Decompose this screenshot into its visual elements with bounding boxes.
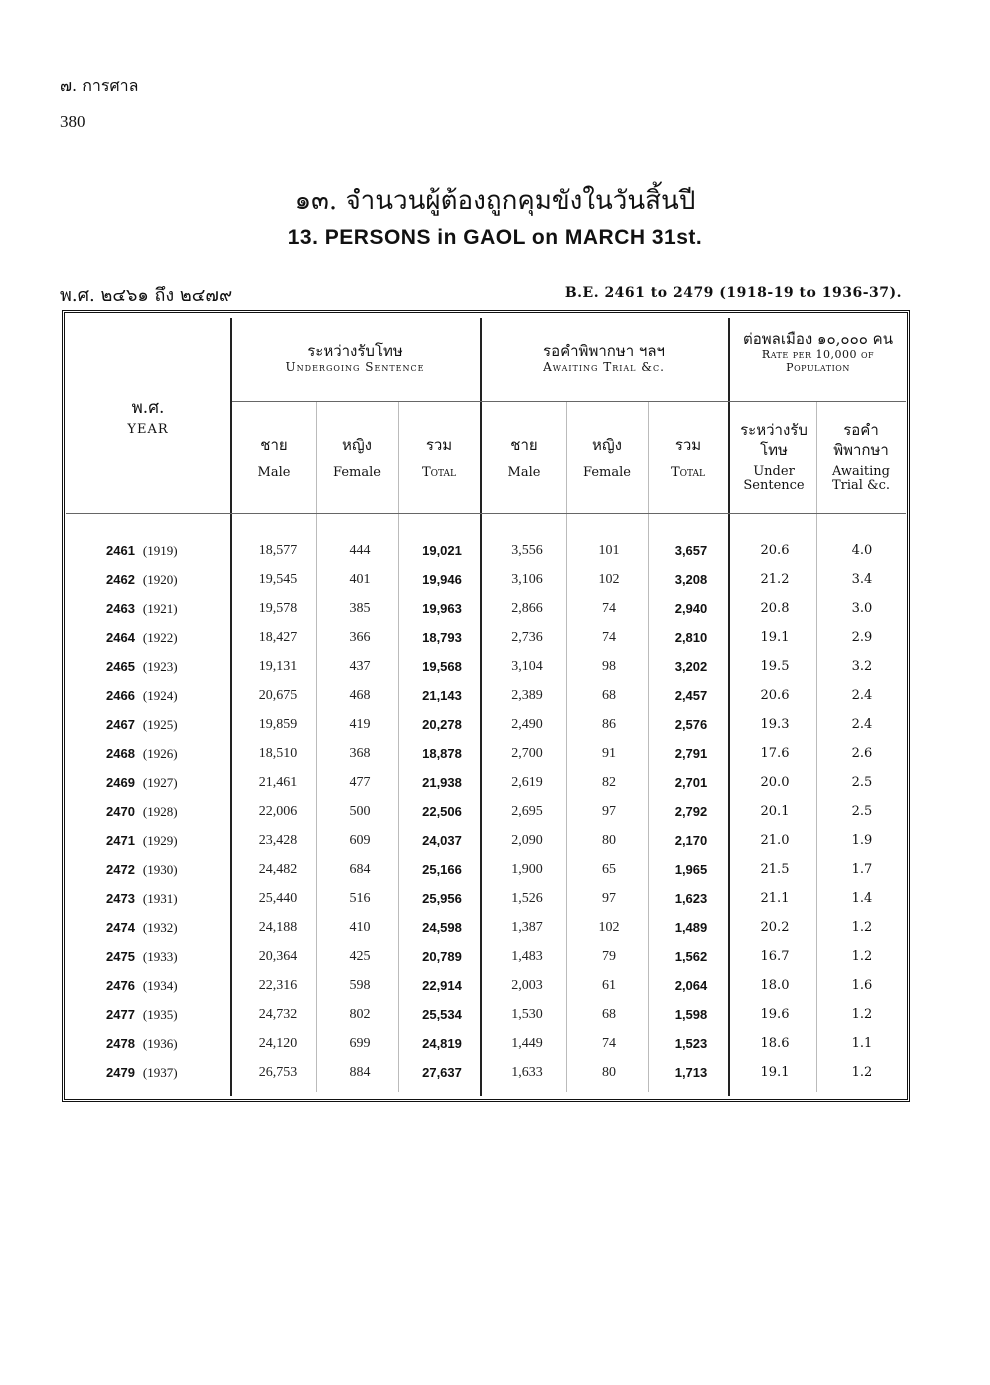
total-cell: 24,819 bbox=[422, 1036, 462, 1051]
rate-await-cell: 4.0 bbox=[851, 543, 873, 558]
subheader-male bbox=[232, 436, 316, 481]
year-cell bbox=[106, 949, 206, 965]
amale-cell: 2,700 bbox=[511, 746, 543, 761]
amale-cell: 3,104 bbox=[511, 659, 543, 674]
gregorian-year: (1931) bbox=[142, 891, 178, 906]
group-rate-thai: ต่อพลเมือง ๑๐,๐๐๐ คน bbox=[743, 330, 893, 348]
table-row bbox=[66, 775, 906, 804]
atotal-cell: 2,701 bbox=[674, 775, 708, 790]
gregorian-year: (1921) bbox=[142, 601, 178, 616]
male-cell: 18,427 bbox=[258, 630, 298, 645]
subheader-male-thai: ชาย bbox=[260, 436, 288, 454]
total-cell: 24,037 bbox=[422, 833, 462, 848]
atotal-cell: 3,202 bbox=[674, 659, 708, 674]
female-cell: 598 bbox=[349, 978, 371, 993]
year-cell bbox=[106, 1036, 206, 1052]
female-cell: 425 bbox=[349, 949, 371, 964]
female-cell: 401 bbox=[349, 572, 371, 587]
gregorian-year: (1933) bbox=[142, 949, 178, 964]
buddhist-year: 2464 bbox=[106, 630, 135, 645]
male-cell: 24,188 bbox=[258, 920, 298, 935]
group-undergoing-english: Undergoing Sentence bbox=[285, 360, 425, 374]
afemale-cell: 74 bbox=[602, 601, 616, 616]
atotal-cell: 2,792 bbox=[674, 804, 708, 819]
amale-cell: 1,483 bbox=[511, 949, 543, 964]
male-cell: 20,364 bbox=[258, 949, 298, 964]
buddhist-year: 2461 bbox=[106, 543, 135, 558]
buddhist-year: 2463 bbox=[106, 601, 135, 616]
gregorian-year: (1926) bbox=[142, 746, 178, 761]
afemale-cell: 97 bbox=[602, 891, 616, 906]
total-cell: 19,946 bbox=[422, 572, 462, 587]
gregorian-year: (1930) bbox=[142, 862, 178, 877]
buddhist-year: 2462 bbox=[106, 572, 135, 587]
total-cell: 19,021 bbox=[422, 543, 462, 558]
female-cell: 609 bbox=[349, 833, 371, 848]
subheader-female bbox=[316, 436, 398, 481]
buddhist-year: 2479 bbox=[106, 1065, 135, 1080]
buddhist-year: 2477 bbox=[106, 1007, 135, 1022]
rate-await-cell: 2.4 bbox=[851, 688, 873, 703]
year-cell bbox=[106, 630, 206, 646]
amale-cell: 1,530 bbox=[511, 1007, 543, 1022]
afemale-cell: 101 bbox=[598, 543, 620, 558]
year-cell bbox=[106, 978, 206, 994]
male-cell: 24,732 bbox=[258, 1007, 298, 1022]
buddhist-year: 2475 bbox=[106, 949, 135, 964]
afemale-cell: 68 bbox=[602, 1007, 616, 1022]
subheader-total-english: Total bbox=[421, 464, 457, 480]
table-row bbox=[66, 572, 906, 601]
year-cell bbox=[106, 920, 206, 936]
amale-cell: 2,090 bbox=[511, 833, 543, 848]
male-cell: 19,859 bbox=[258, 717, 298, 732]
group-awaiting-thai: รอคำพิพากษา ฯลฯ bbox=[543, 342, 665, 360]
rate-under-cell: 20.0 bbox=[760, 775, 790, 790]
rate-await-cell: 2.5 bbox=[851, 804, 873, 819]
rate-under-cell: 21.2 bbox=[760, 572, 790, 587]
total-cell: 18,878 bbox=[422, 746, 462, 761]
year-cell bbox=[106, 717, 206, 733]
subheader-rate-await-english: Awaiting Trial &c. bbox=[831, 463, 891, 494]
atotal-cell: 1,713 bbox=[674, 1065, 708, 1080]
atotal-cell: 3,208 bbox=[674, 572, 708, 587]
rate-await-cell: 1.9 bbox=[851, 833, 873, 848]
subheader-male-english: Male bbox=[257, 464, 291, 480]
male-cell: 18,577 bbox=[258, 543, 298, 558]
atotal-cell: 1,562 bbox=[674, 949, 708, 964]
rate-await-cell: 1.2 bbox=[851, 1007, 873, 1022]
female-cell: 366 bbox=[349, 630, 371, 645]
gregorian-year: (1936) bbox=[142, 1036, 178, 1051]
amale-cell: 2,736 bbox=[511, 630, 543, 645]
total-cell: 21,938 bbox=[422, 775, 462, 790]
afemale-cell: 61 bbox=[602, 978, 616, 993]
rate-under-cell: 21.0 bbox=[760, 833, 790, 848]
subheader-awaiting-male-english: Male bbox=[507, 464, 541, 480]
female-cell: 444 bbox=[349, 543, 371, 558]
table-row bbox=[66, 543, 906, 572]
rate-under-cell: 18.6 bbox=[760, 1036, 790, 1051]
subheader-rate-under bbox=[732, 420, 816, 494]
page-number: 380 bbox=[60, 112, 86, 131]
rate-under-cell: 19.6 bbox=[760, 1007, 790, 1022]
afemale-cell: 91 bbox=[602, 746, 616, 761]
rate-under-cell: 19.5 bbox=[760, 659, 790, 674]
amale-cell: 1,633 bbox=[511, 1065, 543, 1080]
table-row bbox=[66, 1007, 906, 1036]
male-cell: 24,482 bbox=[258, 862, 298, 877]
subheader-awaiting-total bbox=[648, 436, 728, 481]
buddhist-year: 2478 bbox=[106, 1036, 135, 1051]
table-row bbox=[66, 833, 906, 862]
year-cell bbox=[106, 891, 206, 907]
amale-cell: 3,556 bbox=[511, 543, 543, 558]
rate-await-cell: 1.6 bbox=[851, 978, 873, 993]
gregorian-year: (1922) bbox=[142, 630, 178, 645]
header-rule bbox=[66, 513, 906, 514]
subheader-awaiting-male bbox=[482, 436, 566, 481]
male-cell: 21,461 bbox=[258, 775, 298, 790]
year-cell bbox=[106, 804, 206, 820]
year-cell bbox=[106, 659, 206, 675]
atotal-cell: 2,064 bbox=[674, 978, 708, 993]
buddhist-year: 2467 bbox=[106, 717, 135, 732]
total-cell: 24,598 bbox=[422, 920, 462, 935]
table-row bbox=[66, 804, 906, 833]
amale-cell: 2,695 bbox=[511, 804, 543, 819]
amale-cell: 2,619 bbox=[511, 775, 543, 790]
table-row bbox=[66, 659, 906, 688]
table-row bbox=[66, 688, 906, 717]
total-cell: 27,637 bbox=[422, 1065, 462, 1080]
buddhist-year: 2470 bbox=[106, 804, 135, 819]
rate-under-cell: 19.1 bbox=[760, 1065, 790, 1080]
header-rule bbox=[232, 401, 906, 402]
afemale-cell: 79 bbox=[602, 949, 616, 964]
male-cell: 19,545 bbox=[258, 572, 298, 587]
group-undergoing-thai: ระหว่างรับโทษ bbox=[307, 342, 403, 360]
group-awaiting-header bbox=[482, 342, 726, 374]
total-cell: 22,914 bbox=[422, 978, 462, 993]
subheader-rate-under-thai: ระหว่างรับ โทษ bbox=[740, 421, 808, 460]
amale-cell: 2,389 bbox=[511, 688, 543, 703]
subheader-female-thai: หญิง bbox=[342, 436, 372, 454]
rate-await-cell: 2.4 bbox=[851, 717, 873, 732]
female-cell: 419 bbox=[349, 717, 371, 732]
year-cell bbox=[106, 572, 206, 588]
total-cell: 19,568 bbox=[422, 659, 462, 674]
gregorian-year: (1929) bbox=[142, 833, 178, 848]
subheader-female-english: Female bbox=[333, 464, 381, 480]
atotal-cell: 1,598 bbox=[674, 1007, 708, 1022]
rate-under-cell: 20.6 bbox=[760, 543, 790, 558]
total-cell: 18,793 bbox=[422, 630, 462, 645]
female-cell: 368 bbox=[349, 746, 371, 761]
buddhist-year: 2465 bbox=[106, 659, 135, 674]
gregorian-year: (1924) bbox=[142, 688, 178, 703]
afemale-cell: 65 bbox=[602, 862, 616, 877]
rate-under-cell: 19.3 bbox=[760, 717, 790, 732]
year-cell bbox=[106, 862, 206, 878]
period-english: B.E. 2461 to 2479 (1918-19 to 1936-37). bbox=[564, 285, 902, 301]
atotal-cell: 2,576 bbox=[674, 717, 708, 732]
rate-under-cell: 20.1 bbox=[760, 804, 790, 819]
group-awaiting-english: Awaiting Trial &c. bbox=[543, 360, 665, 374]
rate-under-cell: 18.0 bbox=[760, 978, 790, 993]
amale-cell: 1,900 bbox=[511, 862, 543, 877]
total-cell: 19,963 bbox=[422, 601, 462, 616]
year-header-thai: พ.ศ. bbox=[131, 398, 165, 418]
total-cell: 22,506 bbox=[422, 804, 462, 819]
male-cell: 20,675 bbox=[258, 688, 298, 703]
gregorian-year: (1925) bbox=[142, 717, 178, 732]
amale-cell: 2,490 bbox=[511, 717, 543, 732]
atotal-cell: 1,623 bbox=[674, 891, 708, 906]
table-row bbox=[66, 746, 906, 775]
subheader-rate-under-english: Under Sentence bbox=[743, 463, 805, 494]
gregorian-year: (1937) bbox=[142, 1065, 178, 1080]
gregorian-year: (1923) bbox=[142, 659, 178, 674]
buddhist-year: 2469 bbox=[106, 775, 135, 790]
gregorian-year: (1920) bbox=[142, 572, 178, 587]
group-rate-english: Rate per 10,000 of Population bbox=[761, 348, 875, 375]
female-cell: 802 bbox=[349, 1007, 371, 1022]
buddhist-year: 2466 bbox=[106, 688, 135, 703]
rate-await-cell: 2.9 bbox=[851, 630, 873, 645]
rate-under-cell: 19.1 bbox=[760, 630, 790, 645]
afemale-cell: 74 bbox=[602, 1036, 616, 1051]
male-cell: 25,440 bbox=[258, 891, 298, 906]
year-cell bbox=[106, 688, 206, 704]
female-cell: 385 bbox=[349, 601, 371, 616]
afemale-cell: 80 bbox=[602, 833, 616, 848]
subheader-awaiting-total-thai: รวม bbox=[674, 436, 702, 454]
male-cell: 18,510 bbox=[258, 746, 298, 761]
atotal-cell: 2,457 bbox=[674, 688, 708, 703]
female-cell: 410 bbox=[349, 920, 371, 935]
year-header bbox=[68, 398, 228, 438]
male-cell: 24,120 bbox=[258, 1036, 298, 1051]
year-cell bbox=[106, 1065, 206, 1081]
afemale-cell: 68 bbox=[602, 688, 616, 703]
gregorian-year: (1919) bbox=[142, 543, 178, 558]
female-cell: 684 bbox=[349, 862, 371, 877]
female-cell: 884 bbox=[349, 1065, 371, 1080]
afemale-cell: 97 bbox=[602, 804, 616, 819]
buddhist-year: 2474 bbox=[106, 920, 135, 935]
section-label: ๗. การศาล bbox=[60, 76, 139, 95]
rate-under-cell: 20.6 bbox=[760, 688, 790, 703]
afemale-cell: 102 bbox=[598, 920, 620, 935]
rate-await-cell: 1.2 bbox=[851, 920, 873, 935]
female-cell: 437 bbox=[349, 659, 371, 674]
subheader-awaiting-total-english: Total bbox=[670, 464, 706, 480]
total-cell: 20,789 bbox=[422, 949, 462, 964]
year-header-english: YEAR bbox=[127, 422, 169, 438]
rate-await-cell: 3.2 bbox=[851, 659, 873, 674]
period-thai: พ.ศ. ๒๔๖๑ ถึง ๒๔๗๙ bbox=[60, 285, 233, 306]
female-cell: 500 bbox=[349, 804, 371, 819]
atotal-cell: 2,170 bbox=[674, 833, 708, 848]
amale-cell: 2,003 bbox=[511, 978, 543, 993]
subheader-awaiting-female-thai: หญิง bbox=[592, 436, 622, 454]
group-undergoing-header bbox=[232, 342, 478, 374]
table-row bbox=[66, 601, 906, 630]
amale-cell: 3,106 bbox=[511, 572, 543, 587]
table-row bbox=[66, 920, 906, 949]
buddhist-year: 2476 bbox=[106, 978, 135, 993]
rate-await-cell: 2.6 bbox=[851, 746, 873, 761]
buddhist-year: 2468 bbox=[106, 746, 135, 761]
table-row bbox=[66, 862, 906, 891]
group-rate-header bbox=[730, 330, 906, 374]
atotal-cell: 1,965 bbox=[674, 862, 708, 877]
table-row bbox=[66, 978, 906, 1007]
total-cell: 25,166 bbox=[422, 862, 462, 877]
atotal-cell: 2,791 bbox=[674, 746, 708, 761]
page-title-english: 13. PERSONS in GAOL on MARCH 31st. bbox=[287, 226, 703, 249]
buddhist-year: 2472 bbox=[106, 862, 135, 877]
total-cell: 21,143 bbox=[422, 688, 462, 703]
amale-cell: 2,866 bbox=[511, 601, 543, 616]
subheader-rate-await-thai: รอคำ พิพากษา bbox=[833, 421, 889, 460]
table-row bbox=[66, 717, 906, 746]
male-cell: 23,428 bbox=[258, 833, 298, 848]
rate-await-cell: 3.4 bbox=[851, 572, 873, 587]
afemale-cell: 98 bbox=[602, 659, 616, 674]
year-cell bbox=[106, 543, 206, 559]
male-cell: 26,753 bbox=[258, 1065, 298, 1080]
rate-await-cell: 2.5 bbox=[851, 775, 873, 790]
subheader-total bbox=[398, 436, 480, 481]
amale-cell: 1,449 bbox=[511, 1036, 543, 1051]
table-row bbox=[66, 630, 906, 659]
gregorian-year: (1928) bbox=[142, 804, 178, 819]
total-cell: 20,278 bbox=[422, 717, 462, 732]
atotal-cell: 3,657 bbox=[674, 543, 708, 558]
total-cell: 25,534 bbox=[422, 1007, 462, 1022]
atotal-cell: 1,523 bbox=[674, 1036, 708, 1051]
year-cell bbox=[106, 1007, 206, 1023]
afemale-cell: 102 bbox=[598, 572, 620, 587]
table-row bbox=[66, 891, 906, 920]
rate-await-cell: 1.2 bbox=[851, 949, 873, 964]
rate-await-cell: 3.0 bbox=[851, 601, 873, 616]
subheader-awaiting-male-thai: ชาย bbox=[510, 436, 538, 454]
male-cell: 19,578 bbox=[258, 601, 298, 616]
gregorian-year: (1932) bbox=[142, 920, 178, 935]
afemale-cell: 82 bbox=[602, 775, 616, 790]
atotal-cell: 2,940 bbox=[674, 601, 708, 616]
gregorian-year: (1935) bbox=[142, 1007, 178, 1022]
afemale-cell: 80 bbox=[602, 1065, 616, 1080]
afemale-cell: 74 bbox=[602, 630, 616, 645]
female-cell: 477 bbox=[349, 775, 371, 790]
rate-under-cell: 17.6 bbox=[760, 746, 790, 761]
rate-await-cell: 1.4 bbox=[851, 891, 873, 906]
table-row bbox=[66, 1036, 906, 1065]
rate-under-cell: 21.1 bbox=[760, 891, 790, 906]
afemale-cell: 86 bbox=[602, 717, 616, 732]
female-cell: 468 bbox=[349, 688, 371, 703]
page-title-thai: ๑๓. จำนวนผู้ต้องถูกคุมขังในวันสิ้นปี bbox=[294, 186, 696, 216]
rate-under-cell: 20.8 bbox=[760, 601, 790, 616]
rate-under-cell: 16.7 bbox=[760, 949, 790, 964]
buddhist-year: 2471 bbox=[106, 833, 135, 848]
male-cell: 22,316 bbox=[258, 978, 298, 993]
female-cell: 516 bbox=[349, 891, 371, 906]
atotal-cell: 2,810 bbox=[674, 630, 708, 645]
amale-cell: 1,387 bbox=[511, 920, 543, 935]
year-cell bbox=[106, 833, 206, 849]
year-cell bbox=[106, 775, 206, 791]
rate-await-cell: 1.7 bbox=[851, 862, 873, 877]
amale-cell: 1,526 bbox=[511, 891, 543, 906]
rate-under-cell: 21.5 bbox=[760, 862, 790, 877]
gregorian-year: (1927) bbox=[142, 775, 178, 790]
male-cell: 19,131 bbox=[258, 659, 298, 674]
table-row bbox=[66, 1065, 906, 1094]
female-cell: 699 bbox=[349, 1036, 371, 1051]
gregorian-year: (1934) bbox=[142, 978, 178, 993]
buddhist-year: 2473 bbox=[106, 891, 135, 906]
table-row bbox=[66, 949, 906, 978]
year-cell bbox=[106, 746, 206, 762]
year-cell bbox=[106, 601, 206, 617]
total-cell: 25,956 bbox=[422, 891, 462, 906]
subheader-rate-await bbox=[818, 420, 904, 494]
rate-under-cell: 20.2 bbox=[760, 920, 790, 935]
subheader-total-thai: รวม bbox=[425, 436, 453, 454]
subheader-awaiting-female bbox=[566, 436, 648, 481]
male-cell: 22,006 bbox=[258, 804, 298, 819]
subheader-awaiting-female-english: Female bbox=[583, 464, 631, 480]
rate-await-cell: 1.1 bbox=[851, 1036, 873, 1051]
rate-await-cell: 1.2 bbox=[851, 1065, 873, 1080]
atotal-cell: 1,489 bbox=[674, 920, 708, 935]
